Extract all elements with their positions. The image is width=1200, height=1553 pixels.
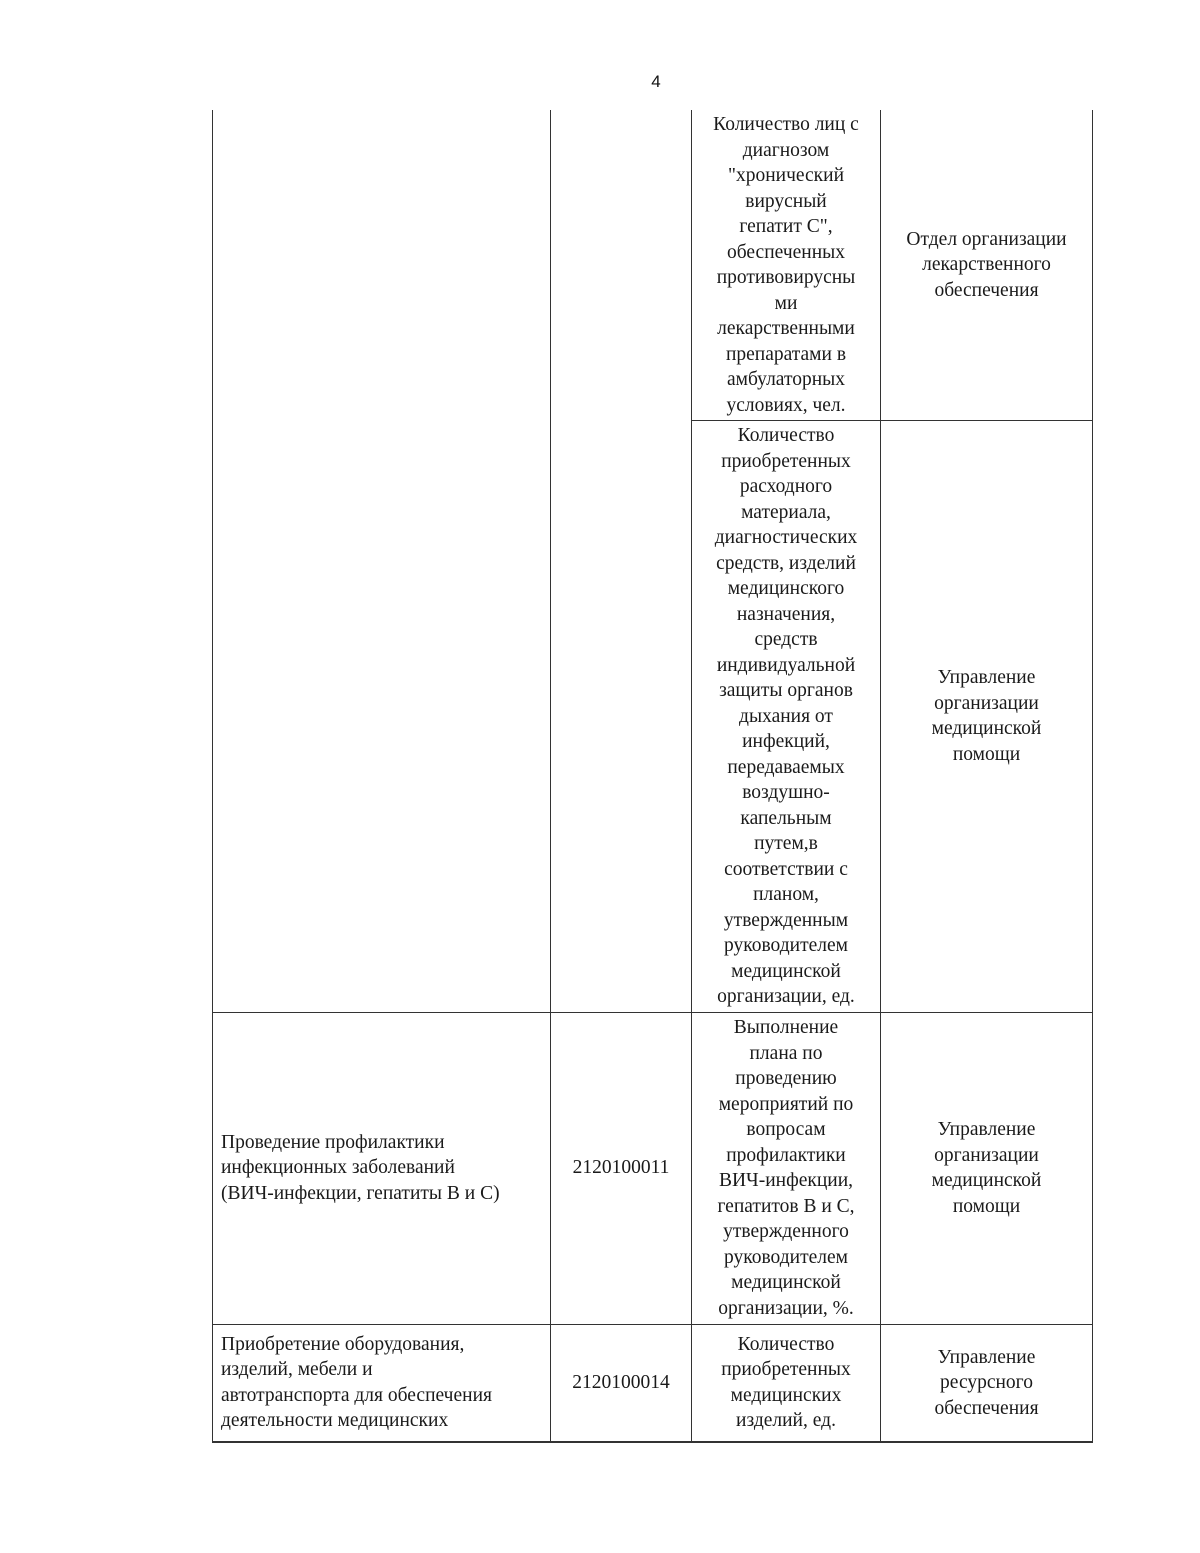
measure-name: Проведение профилактики инфекционных заболеваний (ВИЧ-инфекции, гепатиты В и С) [221, 1131, 500, 1204]
table-row [213, 1012, 1093, 1324]
measure-code: 2120100014 [572, 1372, 670, 1393]
measure-code-cell [551, 1012, 692, 1324]
indicator-text: Количество приобретенных расходного материала, диагностических средств, изделий медицинского назначения, средств индивидуальной защиты органов дыхания от инфекций, передаваемых воздушно- капельным путем,в соответствии с планом, утвержденным руководителем медицинской организации, ед. [714, 425, 858, 1007]
indicator-text: Количество лиц с диагнозом "хронический вирусный гепатит С", обеспеченных противовирусны ми лекарственными препаратами в амбулаторных условиях, чел. [713, 114, 859, 416]
measure-name-cell [213, 1012, 551, 1324]
program-measures-table [212, 110, 1093, 1443]
indicator-cell [692, 110, 881, 421]
measure-name-cell [213, 110, 551, 1012]
indicator-cell [692, 1012, 881, 1324]
table-row [213, 1324, 1093, 1442]
indicator-text: Выполнение плана по проведению мероприятий по вопросам профилактики ВИЧ-инфекции, гепатитов В и С, утвержденного руководителем медицинской организации, %. [717, 1017, 855, 1319]
department-cell [881, 1324, 1093, 1442]
department-text: Управление организации медицинской помощи [931, 1119, 1042, 1217]
department-text: Управление организации медицинской помощи [931, 667, 1042, 765]
table-row [213, 110, 1093, 421]
indicator-text: Количество приобретенных медицинских изделий, ед. [721, 1333, 851, 1432]
indicator-cell [692, 1324, 881, 1442]
measure-code-cell [551, 110, 692, 1012]
department-cell [881, 1012, 1093, 1324]
department-text: Отдел организации лекарственного обеспечения [906, 228, 1067, 301]
measure-code: 2120100011 [572, 1157, 670, 1179]
measure-code-cell [551, 1324, 692, 1442]
department-cell [881, 110, 1093, 421]
department-text: Управление ресурсного обеспечения [934, 1346, 1039, 1419]
measure-name-cell [213, 1324, 551, 1442]
measure-name: Приобретение оборудования, изделий, мебели и автотранспорта для обеспечения деятельности медицинских [221, 1333, 492, 1432]
indicator-cell [692, 421, 881, 1013]
page-number: 4 [651, 72, 661, 91]
department-cell [881, 421, 1093, 1013]
